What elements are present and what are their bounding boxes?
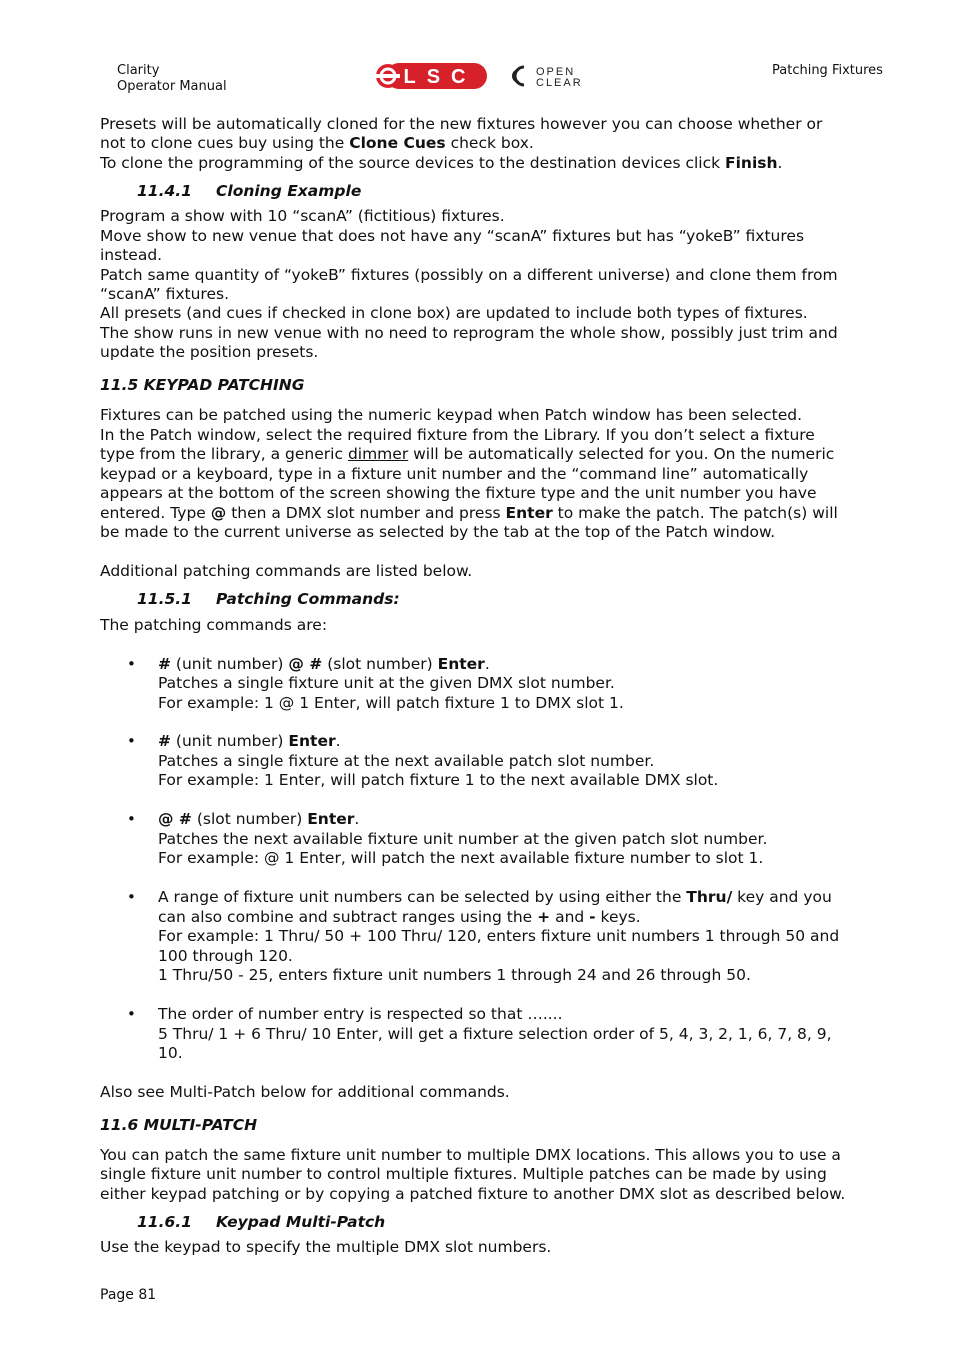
range-desc: A range of fixture unit numbers can be selected by using either the Thru/ key and you <box>158 888 832 906</box>
command-example: For example: @ 1 Enter, will patch the next available fixture number to slot 1. <box>158 849 764 867</box>
command-desc: Patches a single fixture unit at the given DMX slot number. <box>158 674 615 692</box>
cloning-line: Move show to new venue that does not have any “scanA” fixtures but has “yokeB” fixtures <box>100 227 805 245</box>
heading-11-5-1: 11.5.1 Patching Commands: <box>137 590 400 608</box>
svg-text:LSC: LSC <box>403 66 477 88</box>
heading-11-4-1: 11.4.1 Cloning Example <box>137 182 362 200</box>
range-desc: can also combine and subtract ranges using the + and - keys. <box>158 908 641 926</box>
intro-line-3: To clone the programming of the source devices to the destination devices click Finish. <box>100 154 783 172</box>
command-desc: Patches the next available fixture unit number at the given patch slot number. <box>158 830 768 848</box>
keypad-line: appears at the bottom of the screen showing the fixture type and the unit number you have <box>100 484 817 502</box>
command-example: For example: 1 Enter, will patch fixture 1 to the next available DMX slot. <box>158 771 719 789</box>
order-desc: The order of number entry is respected so that ….... <box>158 1005 563 1023</box>
heading-11-6-1: 11.6.1 Keypad Multi-Patch <box>137 1213 386 1231</box>
bullet-dot: • <box>127 1005 136 1023</box>
range-example: For example: 1 Thru/ 50 + 100 Thru/ 120, enters fixture unit numbers 1 through 50 and <box>158 927 840 945</box>
openclear-logo <box>510 64 608 88</box>
keypad-line: entered. Type @ then a DMX slot number and press Enter to make the patch. The patch(s) will <box>100 504 838 522</box>
keypad-line: Additional patching commands are listed below. <box>100 562 473 580</box>
multipatch-line: either keypad patching or by copying a patched fixture to another DMX slot as described below. <box>100 1185 846 1203</box>
order-example: 5 Thru/ 1 + 6 Thru/ 10 Enter, will get a fixture selection order of 5, 4, 3, 2, 1, 6, 7, 8, 9, <box>158 1025 832 1043</box>
cloning-line: Program a show with 10 “scanA” (fictitious) fixtures. <box>100 207 505 225</box>
intro-line-1: Presets will be automatically cloned for the new fixtures however you can choose whether or <box>100 115 823 133</box>
cloning-line: Patch same quantity of “yokeB” fixtures (possibly on a different universe) and clone them from <box>100 266 838 284</box>
range-example: 1 Thru/50 - 25, enters fixture unit numbers 1 through 24 and 26 through 50. <box>158 966 751 984</box>
cloning-line: The show runs in new venue with no need to reprogram the whole show, possibly just trim and <box>100 324 838 342</box>
cloning-line: update the position presets. <box>100 343 319 361</box>
header-section: Patching Fixtures <box>772 63 883 78</box>
intro-line-2: not to clone cues buy using the Clone Cues check box. <box>100 134 534 152</box>
svg-text:CLEAR: CLEAR <box>536 77 583 88</box>
bullet-dot: • <box>127 732 136 750</box>
command-syntax: @ # (slot number) Enter. <box>158 810 360 828</box>
cloning-line: “scanA” fixtures. <box>100 285 230 303</box>
lsc-logo <box>374 62 488 90</box>
bullet-dot: • <box>127 655 136 673</box>
page-number: Page 81 <box>100 1287 157 1303</box>
multipatch-line: You can patch the same fixture unit number to multiple DMX locations. This allows you to use a <box>100 1146 841 1164</box>
svg-text:OPEN: OPEN <box>536 66 576 78</box>
header-manual: Operator Manual <box>117 79 227 94</box>
header-product: Clarity <box>117 63 160 78</box>
keypad-line: type from the library, a generic dimmer will be automatically selected for you. On the numeric <box>100 445 835 463</box>
keypad-multipatch-line: Use the keypad to specify the multiple DMX slot numbers. <box>100 1238 552 1256</box>
cloning-line: instead. <box>100 246 163 264</box>
bullet-dot: • <box>127 888 136 906</box>
command-syntax: # (unit number) @ # (slot number) Enter. <box>158 655 490 673</box>
command-example: For example: 1 @ 1 Enter, will patch fixture 1 to DMX slot 1. <box>158 694 624 712</box>
order-example: 10. <box>158 1044 183 1062</box>
command-desc: Patches a single fixture at the next available patch slot number. <box>158 752 655 770</box>
keypad-line: keypad or a keyboard, type in a fixture unit number and the “command line” automatically <box>100 465 809 483</box>
heading-11-6: 11.6 MULTI-PATCH <box>100 1116 258 1134</box>
keypad-line: In the Patch window, select the required fixture from the Library. If you don’t select a fixture <box>100 426 815 444</box>
command-syntax: # (unit number) Enter. <box>158 732 341 750</box>
heading-11-5: 11.5 KEYPAD PATCHING <box>100 376 305 394</box>
range-example: 100 through 120. <box>158 947 293 965</box>
keypad-line: Fixtures can be patched using the numeric keypad when Patch window has been selected. <box>100 406 803 424</box>
cloning-line: All presets (and cues if checked in clone box) are updated to include both types of fixtures. <box>100 304 808 322</box>
commands-intro: The patching commands are: <box>100 616 328 634</box>
keypad-line: be made to the current universe as selected by the tab at the top of the Patch window. <box>100 523 776 541</box>
dimmer-term: dimmer <box>347 445 409 463</box>
see-also: Also see Multi-Patch below for additional commands. <box>100 1083 510 1101</box>
multipatch-line: single fixture unit number to control multiple fixtures. Multiple patches can be made by using <box>100 1165 827 1183</box>
bullet-dot: • <box>127 810 136 828</box>
